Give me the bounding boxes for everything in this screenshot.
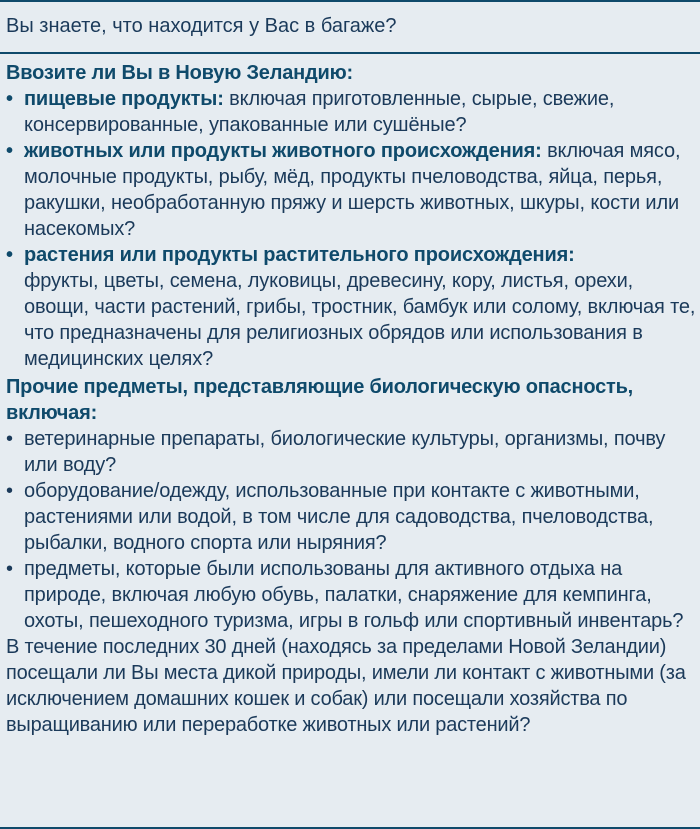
bullet-icon: • [6,428,13,450]
item-text: включая мясо, молочные продукты, рыбу, мёд, продукты пчеловодства, яйца, перья, ракушки, необработанную пряжу и шерсть животных, шкуры, кости или насекомых? [24,140,681,240]
list-item-animal-products [6,138,696,242]
item-text: фрукты, цветы, семена, луковицы, древесину, кору, листья, орехи, овощи, части растений, грибы, тростник, бамбук или солому, включая те, что предназначены для религиозных обрядов или использования в медицинских целях? [24,270,696,370]
top-divider [0,0,700,2]
biohazards-list [6,426,696,634]
bullet-icon: • [6,140,13,162]
bullet-icon: • [6,480,13,502]
list-item-equipment [6,478,696,556]
item-heading: пищевые продукты: [24,88,224,110]
recent-visits-question: В течение последних 30 дней (находясь за пределами Новой Зеландии) посещали ли Вы места дикой природы, имели ли контакт с животными (за исключением домашних кошек и собак) или посещали хозяйства по выращиванию или переработке животных или растений? [6,636,686,736]
declaration-content [6,58,696,738]
imports-list [6,86,696,372]
list-item-outdoor-gear [6,556,696,634]
item-heading: животных или продукты животного происхождения: [24,140,542,162]
header-divider [0,52,700,54]
bullet-icon: • [6,558,13,580]
question-header: Вы знаете, что находится у Вас в багаже? [6,15,397,37]
section-title-imports: Ввозите ли Вы в Новую Зеландию: [6,62,353,84]
item-text: включая приготовленные, сырые, свежие, консервированные, упакованные или сушёные? [24,88,615,136]
list-item-veterinary [6,426,696,478]
list-item-plant-products [6,242,696,372]
list-item-food [6,86,696,138]
item-text: ветеринарные препараты, биологические культуры, организмы, почву или воду? [24,428,666,476]
bullet-icon: • [6,88,13,110]
section-title-biohazards: Прочие предметы, представляющие биологическую опасность, включая: [6,376,634,424]
item-text: предметы, которые были использованы для активного отдыха на природе, включая любую обувь, палатки, снаряжение для кемпинга, охоты, пешеходного туризма, игры в гольф или спортивный инвентарь? [24,558,684,632]
item-heading: растения или продукты растительного происхождения: [24,244,575,266]
bullet-icon: • [6,244,13,266]
item-text: оборудование/одежду, использованные при контакте с животными, растениями или водой, в том числе для садоводства, пчеловодства, рыбалки, водного спорта или ныряния? [24,480,654,554]
